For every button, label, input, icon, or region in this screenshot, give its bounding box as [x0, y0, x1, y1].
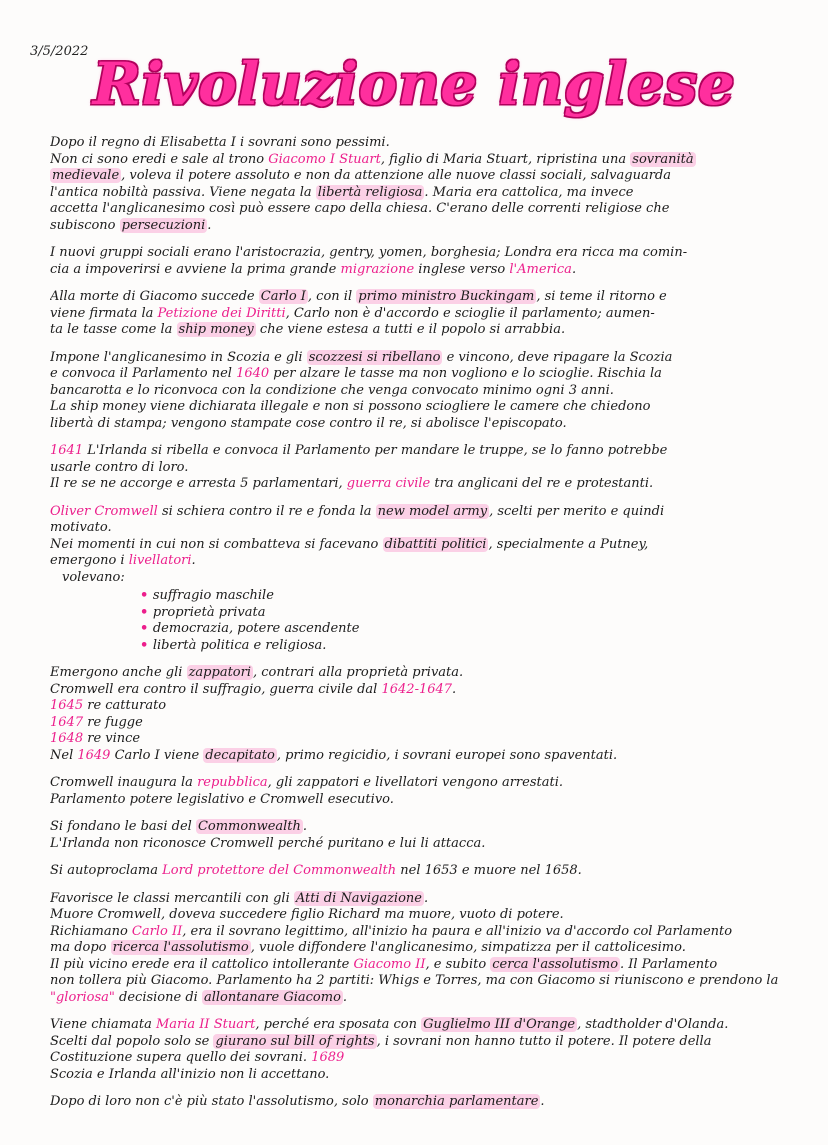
- text-line: accetta l'anglicanesimo così può essere capo della chiesa. C'erano delle correnti religiose che: [50, 201, 670, 216]
- text-line: e convoca il Parlamento nel 1640 per alzare le tasse ma non vogliono e lo scioglie. Rischia la: [50, 366, 662, 381]
- text-line: Oliver Cromwell si schiera contro il re e fonda la new model army , scelti per merito e quindi: [50, 503, 665, 519]
- text-line: Dopo il regno di Elisabetta I i sovrani sono pessimi.: [50, 135, 390, 150]
- text-line: Dopo di loro non c'è più stato l'assolutismo, solo monarchia parlamentare .: [50, 1094, 545, 1109]
- text-line: bancarotta e lo riconvoca con la condizione che venga convocato minimo ogni 3 anni.: [50, 382, 614, 398]
- bullet-list: [140, 588, 802, 654]
- text-line: libertà di stampa; vengono stampate cose contro il re, si abolisce l'episcopato.: [50, 415, 567, 431]
- paragraph-conclusione: [50, 1094, 802, 1111]
- page-title: Rivoluzione inglese: [92, 50, 736, 118]
- text-line: l'antica nobiltà passiva. Viene negata la libertà religiosa . Maria era cattolica, ma invece: [50, 184, 634, 200]
- text-line: Il più vicino erede era il cattolico intollerante Giacomo II, e subito cerca l'assolutismo . Il Parlamento: [50, 956, 718, 972]
- paragraph-restaurazione: [50, 891, 802, 1007]
- text-line: Emergono anche gli zappatori , contrari alla proprietà privata.: [50, 665, 464, 680]
- text-line: Richiamano Carlo II, era il sovrano legittimo, all'inizio ha paura e all'inizio va d'accordo col Parlamento: [50, 923, 733, 939]
- text-line: medievale , voleva il potere assoluto e non da attenzione alle nuove classi sociali, salvaguarda: [52, 168, 671, 183]
- list-item: • suffragio maschile: [140, 588, 802, 605]
- text-line: 1647 re fugge: [50, 714, 143, 730]
- text-line: Parlamento potere legislativo e Cromwell esecutivo.: [50, 791, 394, 807]
- text-line: 1641 L'Irlanda si ribella e convoca il Parlamento per mandare le truppe, se lo fanno potrebbe: [50, 443, 668, 458]
- text-line: volevano:: [62, 569, 125, 585]
- text-line: Si autoproclama Lord protettore del Commonwealth nel 1653 e muore nel 1658.: [50, 863, 582, 878]
- text-line: Cromwell inaugura la repubblica, gli zappatori e livellatori vengono arrestati.: [50, 775, 563, 790]
- notes-body: [50, 135, 802, 1122]
- text-line: viene firmata la Petizione dei Diritti, Carlo non è d'accordo e scioglie il parlamento; aumen-: [50, 305, 655, 321]
- text-line: ta le tasse come la ship money che viene estesa a tutti e il popolo si arrabbia.: [50, 322, 566, 337]
- text-line: Nel 1649 Carlo I viene decapitato , primo regicidio, i sovrani europei sono spaventati.: [50, 747, 618, 763]
- text-line: non tollera più Giacomo. Parlamento ha 2 partiti: Whigs e Torres, ma con Giacomo si riuniscono e prendono la: [50, 973, 779, 988]
- text-line: La ship money viene dichiarata illegale e non si possono sciogliere le camere che chiedono: [50, 399, 651, 414]
- paragraph-carlo-i: [50, 289, 802, 339]
- text-line: Scelti dal popolo solo se giurano sul bill of rights , i sovrani non hanno tutto il potere. Il potere della: [50, 1033, 712, 1049]
- paragraph-lord-protettore: [50, 863, 802, 880]
- list-item: • proprietà privata: [140, 605, 802, 622]
- text-line: Alla morte di Giacomo succede Carlo I , con il primo ministro Buckingam , si teme il ritorno e: [50, 289, 667, 304]
- text-line: "gloriosa" decisione di allontanare Giacomo .: [50, 989, 348, 1005]
- text-line: cia a impoverirsi e avviene la prima grande migrazione inglese verso l'America.: [50, 261, 577, 277]
- text-line: Scozia e Irlanda all'inizio non li accettano.: [50, 1066, 330, 1082]
- text-line: I nuovi gruppi sociali erano l'aristocrazia, gentry, yomen, borghesia; Londra era ricca ma comin-: [50, 245, 688, 260]
- text-line: 1648 re vince: [50, 731, 141, 746]
- list-item: • democrazia, potere ascendente: [140, 621, 802, 638]
- paragraph-social-groups: [50, 245, 802, 278]
- paragraph-commonwealth: [50, 819, 802, 852]
- paragraph-zappatori: [50, 665, 802, 764]
- paragraph-irlanda: [50, 443, 802, 493]
- text-line: L'Irlanda non riconosce Cromwell perché puritano e lui li attacca.: [50, 835, 486, 851]
- date: 3/5/2022: [30, 44, 89, 59]
- text-line: subiscono persecuzioni .: [50, 217, 212, 233]
- text-line: Impone l'anglicanesimo in Scozia e gli scozzesi si ribellano e vincono, deve ripagare la Scozia: [50, 349, 673, 365]
- text-line: emergono i livellatori.: [50, 553, 196, 568]
- text-line: Costituzione supera quello dei sovrani. 1689: [50, 1050, 345, 1065]
- text-line: Cromwell era contro il suffragio, guerra civile dal 1642-1647.: [50, 681, 457, 697]
- text-line: Nei momenti in cui non si combatteva si facevano dibattiti politici , specialmente a Putney,: [50, 536, 649, 552]
- paragraph-maria-ii: [50, 1017, 802, 1083]
- text-line: Favorisce le classi mercantili con gli Atti di Navigazione .: [50, 890, 429, 906]
- list-item: • libertà politica e religiosa.: [140, 638, 802, 655]
- paragraph-cromwell: [50, 504, 802, 655]
- text-line: Il re se ne accorge e arresta 5 parlamentari, guerra civile tra anglicani del re e protestanti.: [50, 476, 654, 491]
- text-line: motivato.: [50, 520, 112, 535]
- text-line: ma dopo ricerca l'assolutismo , vuole diffondere l'anglicanesimo, simpatizza per il cattolicesimo.: [50, 940, 686, 955]
- text-line: Non ci sono eredi e sale al trono Giacomo I Stuart, figlio di Maria Stuart, ripristina una sovranità: [50, 151, 694, 167]
- text-line: Muore Cromwell, doveva succedere figlio Richard ma muore, vuoto di potere.: [50, 907, 564, 922]
- paragraph-repubblica: [50, 775, 802, 808]
- paragraph-stuart: [50, 135, 802, 234]
- paragraph-scozia: [50, 350, 802, 433]
- text-line: Viene chiamata Maria II Stuart, perché era sposata con Guglielmo III d'Orange , stadtholder d'Olanda.: [50, 1017, 729, 1032]
- text-line: Si fondano le basi del Commonwealth .: [50, 819, 308, 834]
- text-line: 1645 re catturato: [50, 698, 167, 713]
- text-line: usarle contro di loro.: [50, 459, 189, 475]
